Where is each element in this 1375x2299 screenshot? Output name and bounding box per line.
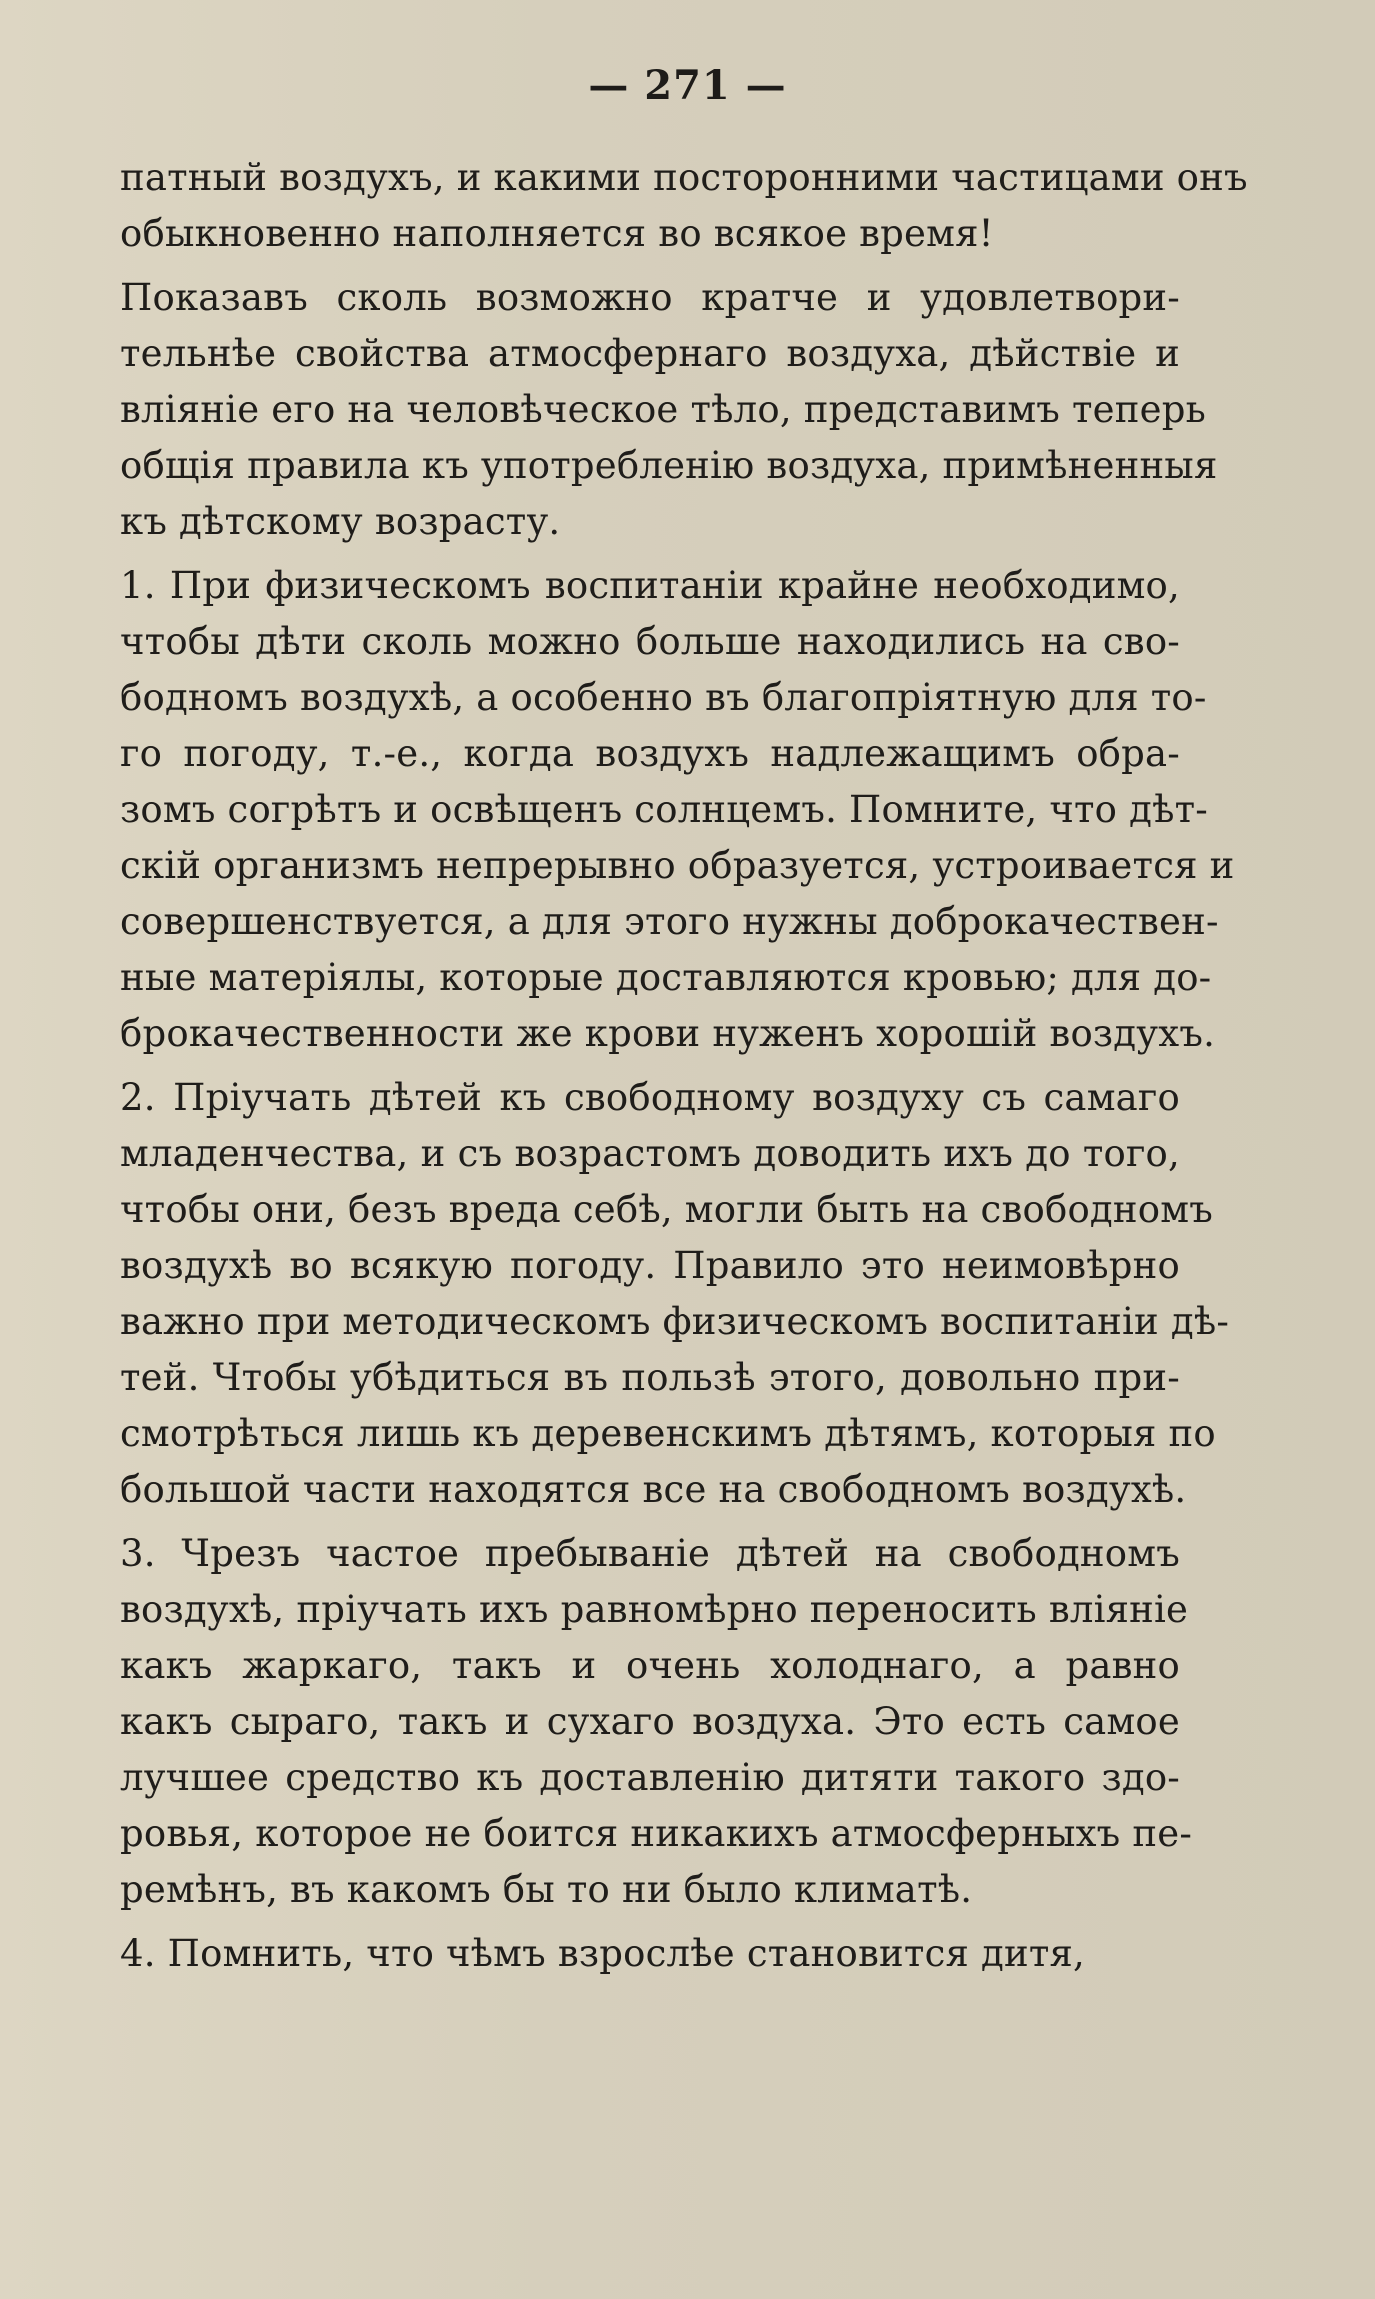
text-line: Показавъ сколь возможно кратче и удовлетвори-: [120, 276, 1180, 319]
text-line: тей. Чтобы убѣдиться въ пользѣ этого, довольно при-: [120, 1356, 1180, 1399]
text-line: брокачественности же крови нуженъ хорошій воздухъ.: [120, 1012, 1216, 1055]
text-line: 3. Чрезъ частое пребываніе дѣтей на свободномъ: [120, 1532, 1180, 1575]
text-line: большой части находятся все на свободномъ воздухѣ.: [120, 1468, 1187, 1511]
text-line: совершенствуется, а для этого нужны доброкачествен-: [120, 900, 1219, 943]
text-line: къ дѣтскому возрасту.: [120, 500, 561, 543]
text-line: воздухѣ во всякую погоду. Правило это неимовѣрно: [120, 1244, 1180, 1287]
text-line: общія правила къ употребленію воздуха, примѣненныя: [120, 444, 1218, 487]
page-number: — 271 —: [588, 62, 787, 109]
text-line: ремѣнъ, въ какомъ бы то ни было климатѣ.: [120, 1868, 973, 1911]
text-line: воздухѣ, пріучать ихъ равномѣрно переносить вліяніе: [120, 1588, 1189, 1631]
text-line: го погоду, т.-е., когда воздухъ надлежащимъ обра-: [120, 732, 1180, 775]
text-line: смотрѣться лишь къ деревенскимъ дѣтямъ, которыя по: [120, 1412, 1216, 1455]
text-line: 1. При физическомъ воспитаніи крайне необходимо,: [120, 564, 1180, 607]
text-line: ровья, которое не боится никакихъ атмосферныхъ пе-: [120, 1812, 1193, 1855]
paragraph-gap: [120, 262, 1180, 270]
text-line: чтобы они, безъ вреда себѣ, могли быть на свободномъ: [120, 1188, 1213, 1231]
paragraph: [120, 1926, 1180, 1982]
paragraph: [120, 558, 1235, 1062]
text-line: чтобы дѣти сколь можно больше находились на сво-: [120, 620, 1180, 663]
text-line: какъ жаркаго, такъ и очень холоднаго, а равно: [120, 1644, 1180, 1687]
text-line: лучшее средство къ доставленію дитяти такого здо-: [120, 1756, 1180, 1799]
text-line: вліяніе его на человѣческое тѣло, представимъ теперь: [120, 388, 1206, 431]
paragraph-gap: [120, 550, 1180, 558]
body-text: [120, 150, 1248, 1982]
text-line: важно при методическомъ физическомъ воспитаніи дѣ-: [120, 1300, 1230, 1343]
text-line: обыкновенно наполняется во всякое время!: [120, 212, 994, 255]
text-line: ные матеріялы, которые доставляются кровью; для до-: [120, 956, 1212, 999]
text-line: младенчества, и съ возрастомъ доводить ихъ до того,: [120, 1132, 1180, 1175]
paragraph: [120, 1526, 1193, 1918]
paragraph-gap: [120, 1518, 1180, 1526]
text-line: патный воздухъ, и какими посторонними частицами онъ: [120, 156, 1248, 199]
text-line: 2. Пріучать дѣтей къ свободному воздуху съ самаго: [120, 1076, 1180, 1119]
paragraph-gap: [120, 1062, 1180, 1070]
text-line: бодномъ воздухѣ, а особенно въ благопріятную для то-: [120, 676, 1207, 719]
paragraph: [120, 150, 1248, 262]
paragraph: [120, 1070, 1230, 1518]
text-line: какъ сыраго, такъ и сухаго воздуха. Это есть самое: [120, 1700, 1180, 1743]
text-line: тельнѣе свойства атмосфернаго воздуха, дѣйствіе и: [120, 332, 1180, 375]
text-line: 4. Помнить, что чѣмъ взрослѣе становится дитя,: [120, 1932, 1086, 1975]
paragraph-gap: [120, 1918, 1180, 1926]
text-line: скій организмъ непрерывно образуется, устроивается и: [120, 844, 1235, 887]
paragraph: [120, 270, 1218, 550]
text-line: зомъ согрѣтъ и освѣщенъ солнцемъ. Помните, что дѣт-: [120, 788, 1208, 831]
